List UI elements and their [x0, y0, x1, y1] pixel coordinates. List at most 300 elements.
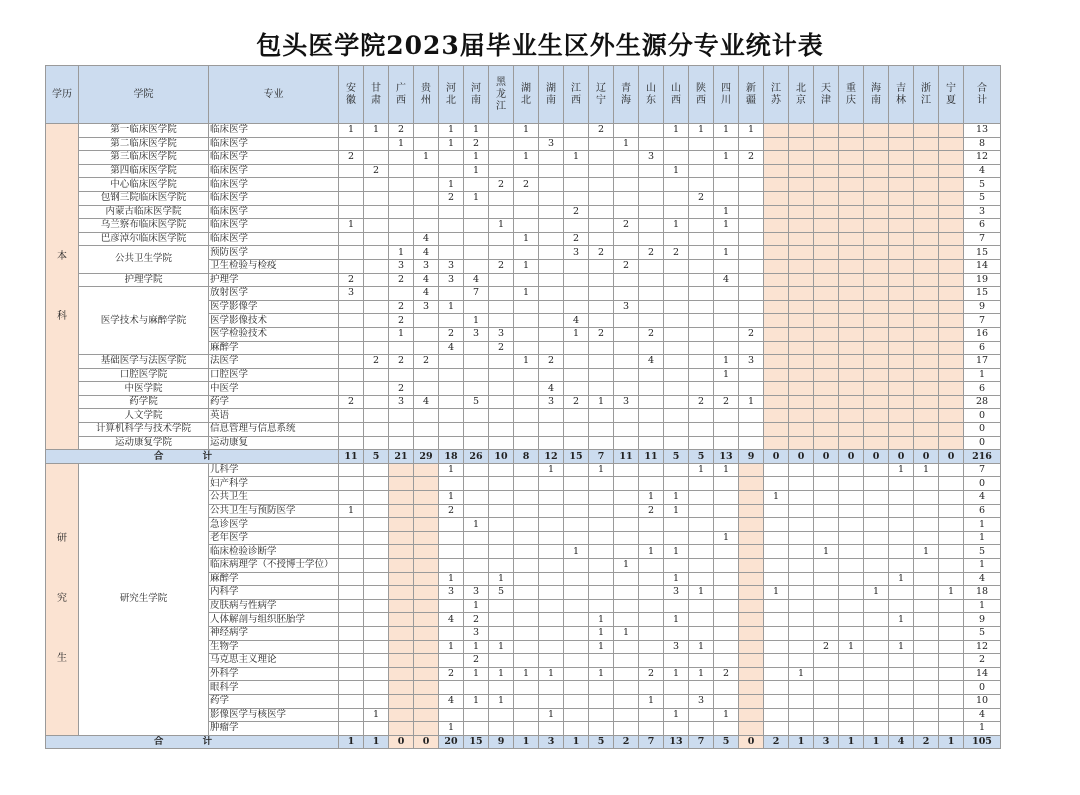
- count-cell: 1: [514, 259, 539, 273]
- table-body: [46, 124, 1001, 749]
- count-cell: [764, 151, 789, 165]
- major-cell: 临床医学: [209, 164, 339, 178]
- count-cell: 1: [589, 613, 614, 627]
- major-cell: 生物学: [209, 640, 339, 654]
- count-cell: [614, 327, 639, 341]
- total-count-cell: 0: [839, 450, 864, 464]
- count-cell: [339, 246, 364, 260]
- count-cell: [564, 626, 589, 640]
- count-cell: [389, 586, 414, 600]
- count-cell: [364, 599, 389, 613]
- count-cell: [689, 341, 714, 355]
- count-cell: [764, 259, 789, 273]
- count-cell: [839, 708, 864, 722]
- count-cell: [714, 232, 739, 246]
- count-cell: [589, 654, 614, 668]
- count-cell: [339, 178, 364, 192]
- count-cell: [714, 314, 739, 328]
- count-cell: [764, 382, 789, 396]
- count-cell: [889, 219, 914, 233]
- count-cell: 1: [714, 531, 739, 545]
- count-cell: [464, 246, 489, 260]
- count-cell: [564, 640, 589, 654]
- count-cell: [739, 191, 764, 205]
- count-cell: [539, 232, 564, 246]
- count-cell: [864, 531, 889, 545]
- count-cell: [489, 491, 514, 505]
- count-cell: 2: [389, 273, 414, 287]
- count-cell: [414, 409, 439, 423]
- count-cell: [614, 599, 639, 613]
- total-count-cell: 15: [564, 450, 589, 464]
- row-total-cell: 4: [964, 708, 1001, 722]
- count-cell: [639, 463, 664, 477]
- count-cell: [639, 654, 664, 668]
- total-count-cell: 0: [739, 735, 764, 749]
- count-cell: [839, 626, 864, 640]
- count-cell: [464, 504, 489, 518]
- count-cell: [639, 395, 664, 409]
- count-cell: [864, 491, 889, 505]
- count-cell: [614, 164, 639, 178]
- count-cell: [764, 164, 789, 178]
- row-total-cell: 0: [964, 681, 1001, 695]
- count-cell: [789, 559, 814, 573]
- table-row: [46, 409, 1001, 423]
- total-count-cell: 21: [389, 450, 414, 464]
- count-cell: 2: [814, 640, 839, 654]
- count-cell: [739, 708, 764, 722]
- table-row: [46, 124, 1001, 138]
- college-cell: 人文学院: [79, 409, 209, 423]
- count-cell: [539, 722, 564, 736]
- total-count-cell: 13: [714, 450, 739, 464]
- total-count-cell: 9: [489, 735, 514, 749]
- total-row: [46, 450, 1001, 464]
- count-cell: [539, 341, 564, 355]
- count-cell: [539, 654, 564, 668]
- count-cell: [939, 409, 964, 423]
- count-cell: [839, 327, 864, 341]
- count-cell: 1: [689, 586, 714, 600]
- count-cell: [789, 708, 814, 722]
- total-count-cell: 8: [514, 450, 539, 464]
- count-cell: [489, 273, 514, 287]
- count-cell: 3: [539, 137, 564, 151]
- count-cell: 4: [639, 355, 664, 369]
- count-cell: 1: [714, 463, 739, 477]
- header-province: 浙 江: [914, 66, 939, 124]
- count-cell: [439, 654, 464, 668]
- count-cell: [589, 518, 614, 532]
- count-cell: [764, 626, 789, 640]
- count-cell: [414, 504, 439, 518]
- row-total-cell: 8: [964, 137, 1001, 151]
- count-cell: 2: [439, 667, 464, 681]
- count-cell: [889, 654, 914, 668]
- count-cell: [614, 667, 639, 681]
- count-cell: [539, 219, 564, 233]
- row-total-cell: 5: [964, 545, 1001, 559]
- count-cell: [589, 586, 614, 600]
- major-cell: 护理学: [209, 273, 339, 287]
- count-cell: [814, 151, 839, 165]
- count-cell: [489, 463, 514, 477]
- count-cell: [864, 287, 889, 301]
- count-cell: [439, 355, 464, 369]
- count-cell: [489, 531, 514, 545]
- count-cell: [789, 599, 814, 613]
- count-cell: [514, 246, 539, 260]
- count-cell: [364, 559, 389, 573]
- header-province: 黑 龙 江: [489, 66, 514, 124]
- count-cell: [614, 232, 639, 246]
- count-cell: [589, 191, 614, 205]
- count-cell: [889, 491, 914, 505]
- count-cell: [389, 613, 414, 627]
- count-cell: [539, 545, 564, 559]
- count-cell: [814, 327, 839, 341]
- count-cell: 1: [714, 246, 739, 260]
- total-count-cell: 1: [789, 735, 814, 749]
- count-cell: [464, 368, 489, 382]
- count-cell: 1: [464, 191, 489, 205]
- count-cell: 1: [914, 463, 939, 477]
- count-cell: [414, 572, 439, 586]
- count-cell: [764, 667, 789, 681]
- count-cell: [414, 191, 439, 205]
- count-cell: 1: [439, 300, 464, 314]
- count-cell: [439, 423, 464, 437]
- count-cell: [764, 681, 789, 695]
- count-cell: 4: [714, 273, 739, 287]
- header-province: 湖 北: [514, 66, 539, 124]
- count-cell: [514, 436, 539, 450]
- count-cell: 1: [564, 545, 589, 559]
- count-cell: [739, 423, 764, 437]
- row-total-cell: 7: [964, 232, 1001, 246]
- count-cell: 1: [664, 667, 689, 681]
- count-cell: [414, 545, 439, 559]
- row-total-cell: 2: [964, 654, 1001, 668]
- count-cell: 2: [714, 667, 739, 681]
- count-cell: [714, 518, 739, 532]
- count-cell: 4: [414, 287, 439, 301]
- count-cell: [339, 708, 364, 722]
- count-cell: [664, 531, 689, 545]
- count-cell: [339, 654, 364, 668]
- row-total-cell: 1: [964, 559, 1001, 573]
- count-cell: [364, 463, 389, 477]
- count-cell: [689, 219, 714, 233]
- count-cell: 2: [614, 219, 639, 233]
- header-province: 甘 肃: [364, 66, 389, 124]
- count-cell: [814, 667, 839, 681]
- count-cell: [814, 599, 839, 613]
- total-count-cell: 29: [414, 450, 439, 464]
- college-cell: 计算机科学与技术学院: [79, 423, 209, 437]
- major-cell: 麻醉学: [209, 341, 339, 355]
- count-cell: [589, 559, 614, 573]
- count-cell: [864, 463, 889, 477]
- header-major: 专业: [209, 66, 339, 124]
- count-cell: 2: [464, 654, 489, 668]
- count-cell: [664, 559, 689, 573]
- count-cell: [914, 681, 939, 695]
- count-cell: [664, 654, 689, 668]
- count-cell: [739, 341, 764, 355]
- count-cell: [939, 626, 964, 640]
- count-cell: [689, 259, 714, 273]
- count-cell: [339, 518, 364, 532]
- count-cell: [539, 504, 564, 518]
- count-cell: [739, 654, 764, 668]
- count-cell: [814, 300, 839, 314]
- count-cell: [789, 232, 814, 246]
- count-cell: [464, 477, 489, 491]
- count-cell: [489, 545, 514, 559]
- count-cell: 2: [339, 273, 364, 287]
- count-cell: [764, 694, 789, 708]
- count-cell: [764, 246, 789, 260]
- count-cell: [914, 626, 939, 640]
- count-cell: 1: [514, 355, 539, 369]
- count-cell: [864, 246, 889, 260]
- count-cell: [514, 341, 539, 355]
- count-cell: [714, 654, 739, 668]
- count-cell: [839, 355, 864, 369]
- count-cell: [764, 423, 789, 437]
- count-cell: [914, 491, 939, 505]
- count-cell: [789, 463, 814, 477]
- count-cell: 1: [614, 137, 639, 151]
- count-cell: [839, 681, 864, 695]
- table-row: [46, 191, 1001, 205]
- count-cell: [639, 708, 664, 722]
- count-cell: [464, 178, 489, 192]
- major-cell: 医学影像技术: [209, 314, 339, 328]
- count-cell: [339, 463, 364, 477]
- count-cell: [539, 409, 564, 423]
- major-cell: 放射医学: [209, 287, 339, 301]
- count-cell: 1: [489, 572, 514, 586]
- count-cell: [789, 504, 814, 518]
- count-cell: [914, 205, 939, 219]
- count-cell: [564, 259, 589, 273]
- count-cell: [889, 477, 914, 491]
- count-cell: [839, 436, 864, 450]
- count-cell: 1: [689, 640, 714, 654]
- count-cell: [564, 137, 589, 151]
- count-cell: [764, 545, 789, 559]
- count-cell: [689, 722, 714, 736]
- count-cell: [864, 423, 889, 437]
- count-cell: [564, 613, 589, 627]
- count-cell: [414, 219, 439, 233]
- row-total-cell: 14: [964, 667, 1001, 681]
- count-cell: [489, 164, 514, 178]
- count-cell: 1: [639, 491, 664, 505]
- row-total-cell: 16: [964, 327, 1001, 341]
- count-cell: [514, 491, 539, 505]
- count-cell: [389, 463, 414, 477]
- count-cell: 1: [664, 124, 689, 138]
- major-cell: 皮肤病与性病学: [209, 599, 339, 613]
- count-cell: [414, 164, 439, 178]
- count-cell: [864, 681, 889, 695]
- count-cell: [714, 409, 739, 423]
- count-cell: [689, 409, 714, 423]
- count-cell: [514, 205, 539, 219]
- count-cell: [764, 327, 789, 341]
- total-row: [46, 735, 1001, 749]
- count-cell: [639, 572, 664, 586]
- count-cell: [814, 341, 839, 355]
- count-cell: [714, 423, 739, 437]
- count-cell: [639, 436, 664, 450]
- count-cell: [839, 694, 864, 708]
- count-cell: [814, 559, 839, 573]
- count-cell: [864, 205, 889, 219]
- count-cell: [939, 559, 964, 573]
- count-cell: [539, 559, 564, 573]
- college-cell: 医学技术与麻醉学院: [79, 287, 209, 355]
- count-cell: [739, 246, 764, 260]
- header-province: 重 庆: [839, 66, 864, 124]
- count-cell: [889, 137, 914, 151]
- total-count-cell: 15: [464, 735, 489, 749]
- count-cell: [914, 178, 939, 192]
- row-total-cell: 1: [964, 531, 1001, 545]
- major-cell: 口腔医学: [209, 368, 339, 382]
- count-cell: [639, 314, 664, 328]
- count-cell: [539, 423, 564, 437]
- major-cell: 医学检验技术: [209, 327, 339, 341]
- count-cell: [614, 151, 639, 165]
- major-cell: 临床医学: [209, 137, 339, 151]
- count-cell: 2: [389, 314, 414, 328]
- table-row: [46, 382, 1001, 396]
- count-cell: [914, 300, 939, 314]
- count-cell: [664, 477, 689, 491]
- row-total-cell: 12: [964, 640, 1001, 654]
- header-province: 吉 林: [889, 66, 914, 124]
- count-cell: [389, 151, 414, 165]
- total-count-cell: 7: [589, 450, 614, 464]
- row-total-cell: 0: [964, 436, 1001, 450]
- count-cell: [714, 259, 739, 273]
- count-cell: [339, 191, 364, 205]
- count-cell: 1: [714, 355, 739, 369]
- count-cell: [814, 654, 839, 668]
- header-row: [46, 66, 1001, 124]
- count-cell: [464, 708, 489, 722]
- count-cell: 1: [864, 586, 889, 600]
- count-cell: 1: [489, 694, 514, 708]
- count-cell: [889, 545, 914, 559]
- count-cell: [814, 246, 839, 260]
- count-cell: [414, 708, 439, 722]
- count-cell: [789, 626, 814, 640]
- count-cell: [864, 640, 889, 654]
- count-cell: 2: [639, 504, 664, 518]
- count-cell: [914, 124, 939, 138]
- count-cell: [364, 491, 389, 505]
- major-cell: 英语: [209, 409, 339, 423]
- count-cell: [439, 287, 464, 301]
- count-cell: [514, 191, 539, 205]
- count-cell: 2: [339, 151, 364, 165]
- count-cell: 1: [564, 151, 589, 165]
- count-cell: [489, 654, 514, 668]
- count-cell: [839, 178, 864, 192]
- count-cell: 4: [414, 246, 439, 260]
- total-count-cell: 0: [789, 450, 814, 464]
- count-cell: [739, 436, 764, 450]
- count-cell: [389, 681, 414, 695]
- total-count-cell: 2: [764, 735, 789, 749]
- count-cell: [339, 341, 364, 355]
- count-cell: 2: [564, 232, 589, 246]
- count-cell: [564, 436, 589, 450]
- count-cell: [389, 599, 414, 613]
- count-cell: [889, 164, 914, 178]
- row-total-cell: 17: [964, 355, 1001, 369]
- count-cell: 5: [489, 586, 514, 600]
- count-cell: [889, 504, 914, 518]
- count-cell: [714, 681, 739, 695]
- count-cell: [639, 205, 664, 219]
- count-cell: [339, 314, 364, 328]
- count-cell: 7: [464, 287, 489, 301]
- count-cell: [839, 572, 864, 586]
- count-cell: [439, 205, 464, 219]
- count-cell: [514, 504, 539, 518]
- count-cell: [614, 409, 639, 423]
- college-cell: 内蒙古临床医学院: [79, 205, 209, 219]
- count-cell: [939, 477, 964, 491]
- count-cell: [539, 586, 564, 600]
- count-cell: [614, 246, 639, 260]
- count-cell: [764, 314, 789, 328]
- count-cell: [364, 246, 389, 260]
- count-cell: [514, 477, 539, 491]
- count-cell: [339, 491, 364, 505]
- count-cell: [789, 613, 814, 627]
- major-cell: 医学影像学: [209, 300, 339, 314]
- table-row: [46, 395, 1001, 409]
- count-cell: [414, 436, 439, 450]
- count-cell: [364, 409, 389, 423]
- count-cell: 2: [589, 246, 614, 260]
- count-cell: [514, 694, 539, 708]
- college-cell: 第二临床医学院: [79, 137, 209, 151]
- count-cell: [839, 205, 864, 219]
- row-total-cell: 14: [964, 259, 1001, 273]
- count-cell: [489, 518, 514, 532]
- count-cell: 1: [539, 667, 564, 681]
- count-cell: [589, 259, 614, 273]
- count-cell: [364, 531, 389, 545]
- count-cell: [739, 477, 764, 491]
- count-cell: [664, 368, 689, 382]
- count-cell: [389, 722, 414, 736]
- edu-level-cell: 本 科: [46, 124, 79, 450]
- count-cell: [364, 205, 389, 219]
- count-cell: [664, 178, 689, 192]
- major-cell: 内科学: [209, 586, 339, 600]
- count-cell: [489, 722, 514, 736]
